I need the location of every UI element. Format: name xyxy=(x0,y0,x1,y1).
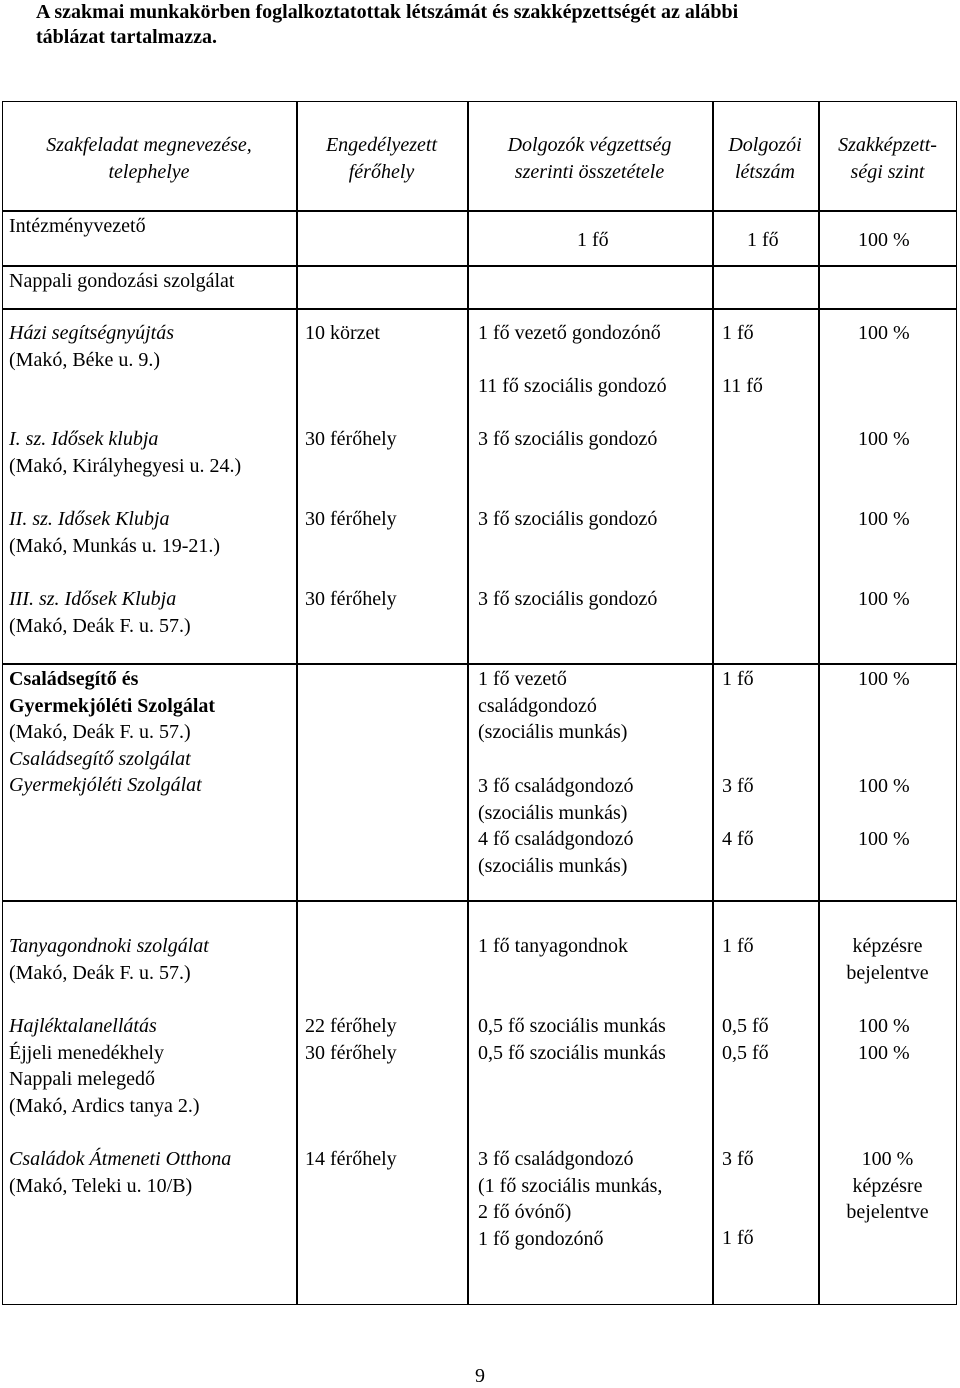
row-hajlek-c2: 22 férőhely 30 férőhely xyxy=(305,1015,397,1064)
row-atmeneti-c5: 100 % képzésre bejelentve xyxy=(846,1148,929,1223)
row-tanya-c3: 1 fő tanyagondnok xyxy=(478,935,628,957)
col-divider xyxy=(296,101,298,1305)
row-klub3-c2: 30 férőhely xyxy=(305,588,397,610)
row-csaladsegito-name: Családsegítő és Gyermekjóléti Szolgálat (Makó, Deák F. u. 57.) Családsegítő szolgálat Gyermekjóléti Szolgálat xyxy=(9,668,216,796)
row-klub2-c5: 100 % xyxy=(858,508,910,530)
row-atmeneti-name: Családok Átmeneti Otthona (Makó, Teleki u. 10/B) xyxy=(9,1148,232,1197)
row-hajlek-c5: 100 % 100 % xyxy=(858,1015,910,1064)
row-hajlek-c3: 0,5 fő szociális munkás 0,5 fő szociális munkás xyxy=(478,1015,666,1064)
row-klub2-name: II. sz. Idősek Klubja (Makó, Munkás u. 19-21.) xyxy=(9,508,221,557)
row-rule xyxy=(2,308,957,310)
intro-text xyxy=(36,0,936,50)
row-klub1-c5: 100 % xyxy=(858,428,910,450)
row-klub3-name: III. sz. Idősek Klubja (Makó, Deák F. u. 57.) xyxy=(9,588,191,637)
row-intezmenyvezeto-c5: 100 % xyxy=(858,229,910,251)
row-klub3-c3: 3 fő szociális gondozó xyxy=(478,588,658,610)
row-hazi-c3a: 1 fő vezető gondozónő xyxy=(478,322,661,344)
header-col3: Dolgozók végzettség szerinti összetétele xyxy=(507,134,672,183)
row-atmeneti-c4a: 3 fő xyxy=(722,1148,754,1170)
row-tanya-c5: képzésre bejelentve xyxy=(846,935,929,984)
col-divider xyxy=(712,101,714,1305)
row-csaladsegito-c4a: 1 fő xyxy=(722,668,754,690)
intro-line-1: A szakmai munkakörben foglalkoztatottak létszámát és szakképzettségét az alábbi xyxy=(36,1,739,23)
header-col2: Engedélyezett férőhely xyxy=(325,134,438,183)
row-nappali-name: Nappali gondozási szolgálat xyxy=(9,270,235,292)
row-klub2-c2: 30 férőhely xyxy=(305,508,397,530)
header-col4: Dolgozói létszám xyxy=(728,134,802,183)
row-csaladsegito-c4c: 4 fő xyxy=(722,828,754,850)
row-csaladsegito-c4b: 3 fő xyxy=(722,775,754,797)
row-klub1-name: I. sz. Idősek klubja (Makó, Királyhegyesi u. 24.) xyxy=(9,428,242,477)
col-divider xyxy=(818,101,820,1305)
row-hajlek-name: Hajléktalanellátás Éjjeli menedékhely Nappali melegedő (Makó, Ardics tanya 2.) xyxy=(9,1015,200,1117)
row-klub3-c5: 100 % xyxy=(858,588,910,610)
row-csaladsegito-c3c: 4 fő családgondozó (szociális munkás) xyxy=(478,828,634,877)
row-klub1-c3: 3 fő szociális gondozó xyxy=(478,428,658,450)
row-hazi-c4b: 11 fő xyxy=(722,375,763,397)
header-col1: Szakfeladat megnevezése, telephelye xyxy=(46,134,252,183)
page-number: 9 xyxy=(475,1365,485,1387)
row-atmeneti-c2: 14 férőhely xyxy=(305,1148,397,1170)
row-hazi-c2: 10 körzet xyxy=(305,322,380,344)
row-rule xyxy=(2,265,296,267)
row-intezmenyvezeto-c3: 1 fő xyxy=(577,229,609,251)
row-atmeneti-c3: 3 fő családgondozó (1 fő szociális munkás, 2 fő óvónő) 1 fő gondozónő xyxy=(478,1148,663,1250)
row-rule xyxy=(2,663,957,665)
row-klub2-c3: 3 fő szociális gondozó xyxy=(478,508,658,530)
row-rule xyxy=(296,265,957,267)
col-divider xyxy=(467,101,469,1305)
row-csaladsegito-c3b: 3 fő családgondozó (szociális munkás) xyxy=(478,775,634,824)
row-hazi-c5: 100 % xyxy=(858,322,910,344)
row-rule xyxy=(2,900,957,902)
row-hazi-c4a: 1 fő xyxy=(722,322,754,344)
row-csaladsegito-c5b: 100 % xyxy=(858,775,910,797)
row-hajlek-c4: 0,5 fő 0,5 fő xyxy=(722,1015,769,1064)
header-col5: Szakképzett- ségi szint xyxy=(838,134,937,183)
row-csaladsegito-c5c: 100 % xyxy=(858,828,910,850)
row-hazi-c3b: 11 fő szociális gondozó xyxy=(478,375,667,397)
row-intezmenyvezeto-c4: 1 fő xyxy=(747,229,779,251)
row-hazi-name: Házi segítségnyújtás (Makó, Béke u. 9.) xyxy=(9,322,174,371)
row-csaladsegito-c3a: 1 fő vezető családgondozó (szociális munkás) xyxy=(478,668,628,743)
row-tanya-name: Tanyagondnoki szolgálat (Makó, Deák F. u. 57.) xyxy=(9,935,209,984)
row-tanya-c4: 1 fő xyxy=(722,935,754,957)
intro-line-2: táblázat tartalmazza. xyxy=(36,26,218,48)
row-atmeneti-c4b: 1 fő xyxy=(722,1227,754,1249)
header-rule xyxy=(2,210,957,212)
row-intezmenyvezeto-name: Intézményvezető xyxy=(9,215,146,237)
row-csaladsegito-c5a: 100 % xyxy=(858,668,910,690)
row-klub1-c2: 30 férőhely xyxy=(305,428,397,450)
